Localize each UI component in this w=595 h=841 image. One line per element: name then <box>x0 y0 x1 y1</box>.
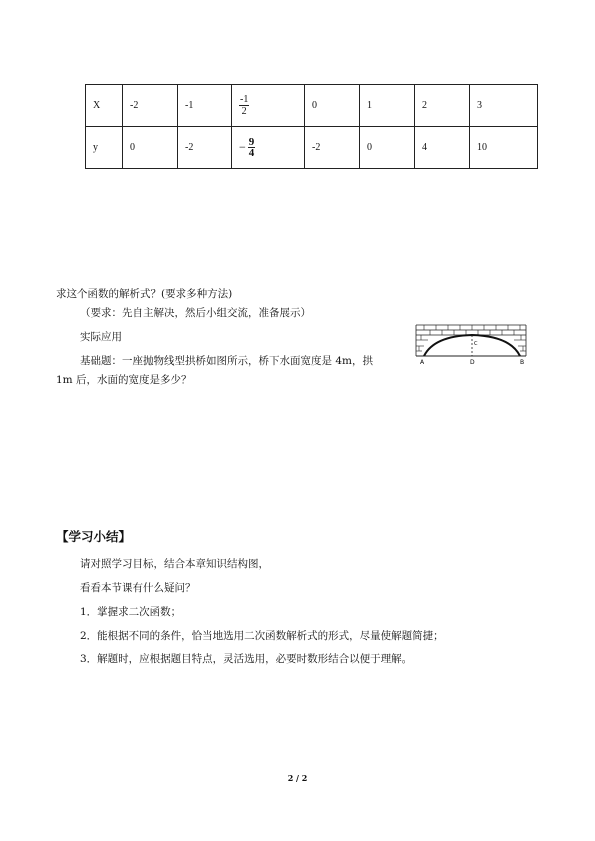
summary-point-3: 3．解题时，应根据题目特点，灵活选用，必要时数形结合以便于理解。 <box>80 653 413 665</box>
table-cell: X <box>86 85 123 127</box>
table-cell: -2 <box>178 127 232 169</box>
fraction <box>239 94 249 117</box>
table-cell-fraction <box>232 127 305 169</box>
table-cell: -2 <box>305 127 360 169</box>
table-cell: 0 <box>123 127 178 169</box>
table-row-y <box>86 127 538 169</box>
point-c-label: C <box>474 341 478 347</box>
minus-sign: − <box>239 140 246 154</box>
value-table <box>85 84 538 169</box>
table-cell: 0 <box>360 127 415 169</box>
section-title: 实际应用 <box>80 331 122 343</box>
table-cell: 2 <box>415 85 470 127</box>
summary-line: 请对照学习目标，结合本章知识结构图， <box>80 558 269 570</box>
fraction-denominator: 2 <box>241 106 247 117</box>
table-cell: -1 <box>178 85 232 127</box>
basic-question-line-2: 1m 后，水面的宽度是多少？ <box>56 374 192 386</box>
table-cell: 10 <box>470 127 538 169</box>
table-cell: 0 <box>305 85 360 127</box>
summary-point-2: 2．能根据不同的条件，恰当地选用二次函数解析式的形式，尽量使解题简捷； <box>80 630 444 642</box>
fraction-numerator: -1 <box>240 94 249 105</box>
point-b-label: B <box>520 359 525 366</box>
arch-bridge-figure <box>414 322 530 368</box>
summary-heading: 【学习小结】 <box>56 529 132 544</box>
negative-fraction <box>239 137 255 158</box>
brick-pattern <box>416 325 526 351</box>
fraction-numerator: 9 <box>248 136 255 148</box>
bridge-deck <box>416 325 526 356</box>
page-number: 2 / 2 <box>287 773 308 783</box>
point-d-label: D <box>470 359 475 366</box>
basic-question-line-1: 基础题：一座抛物线型拱桥如图所示，桥下水面宽度是 4m，拱 <box>80 355 373 367</box>
table-cell: y <box>86 127 123 169</box>
table-cell: 4 <box>415 127 470 169</box>
table-row-x <box>86 85 538 127</box>
table-cell: 3 <box>470 85 538 127</box>
requirement-text: （要求：先自主解决，然后小组交流，准备展示） <box>80 307 311 319</box>
summary-line: 看看本节课有什么疑问？ <box>80 582 196 594</box>
point-a-label: A <box>420 359 425 366</box>
table-cell-fraction <box>232 85 305 127</box>
fraction <box>248 137 256 158</box>
table-cell: -2 <box>123 85 178 127</box>
fraction-denominator: 4 <box>248 147 255 159</box>
summary-point-1: 1．掌握求二次函数； <box>80 606 182 618</box>
question-text: 求这个函数的解析式？(要求多种方法) <box>56 288 233 300</box>
table-cell: 1 <box>360 85 415 127</box>
